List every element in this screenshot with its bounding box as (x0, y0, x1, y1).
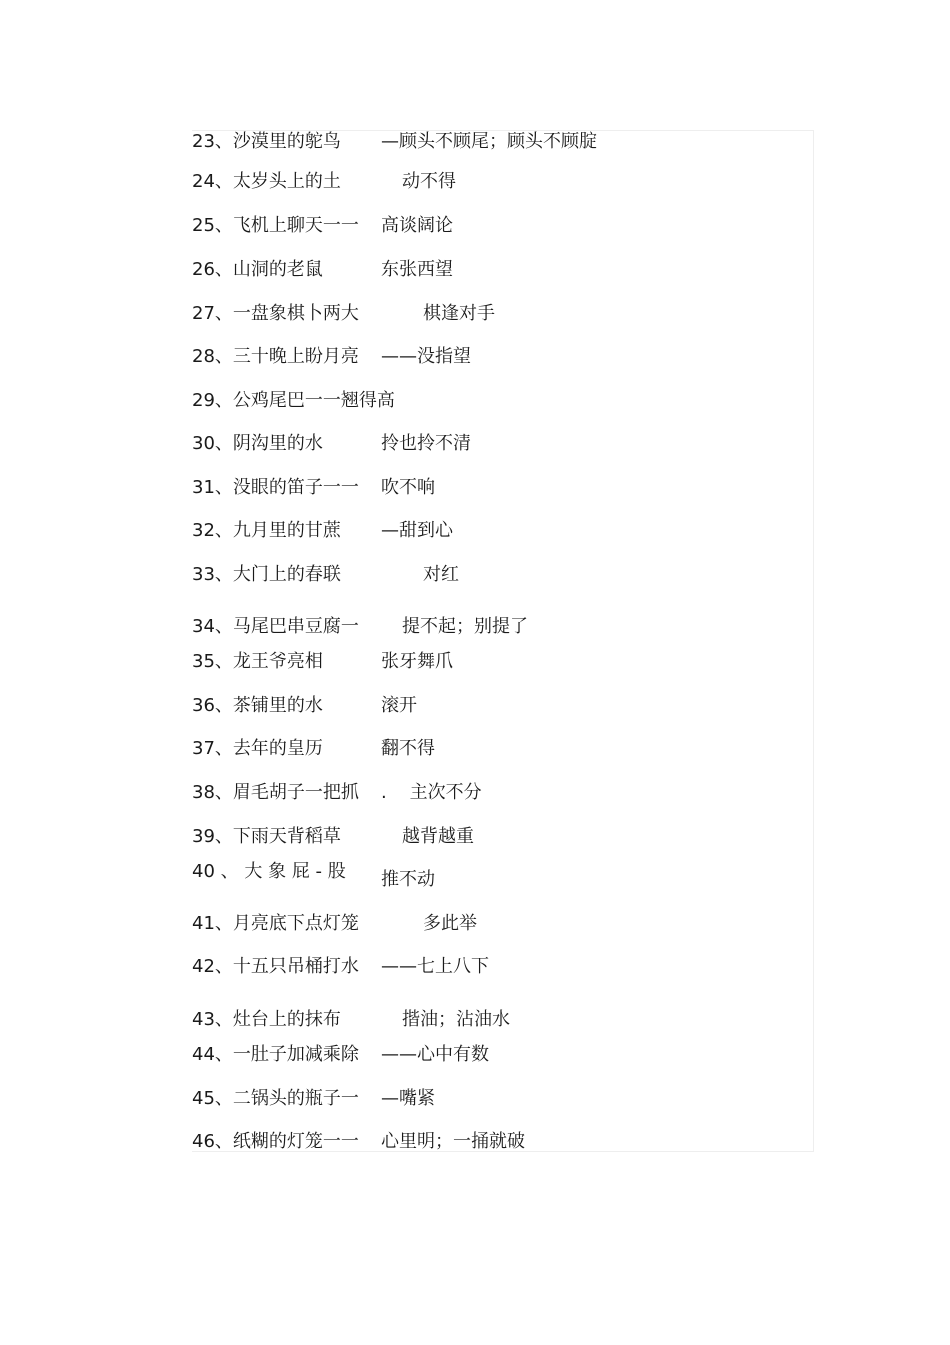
answer-text: —顾头不顾尾；顾头不顾腚 (381, 131, 597, 152)
riddle-text: 36、茶铺里的水 (192, 695, 323, 716)
riddle-text: 29、公鸡尾巴一一翘得高 (192, 390, 395, 411)
list-item (192, 693, 792, 719)
riddle-text: 31、没眼的笛子一一 (192, 477, 359, 498)
riddle-text: 43、灶台上的抹布 (192, 1009, 341, 1030)
riddle-text: 27、一盘象棋卜两大 (192, 303, 359, 324)
list-item (192, 1086, 792, 1112)
list-item (192, 736, 792, 762)
list-item (192, 1007, 792, 1033)
page-frame (192, 130, 814, 1152)
answer-text: 吹不响 (381, 477, 435, 498)
riddle-text: 26、山洞的老鼠 (192, 259, 323, 280)
riddle-text: 46、纸糊的灯笼一一 (192, 1131, 359, 1152)
list-item (192, 649, 792, 675)
riddle-text: 24、太岁头上的土 (192, 171, 341, 192)
riddle-text: 39、下雨天背稻草 (192, 826, 341, 847)
list-item (192, 301, 792, 327)
list-item (192, 388, 792, 414)
answer-text: ——七上八下 (381, 956, 489, 977)
answer-text: 滚开 (381, 695, 417, 716)
riddle-text: 41、月亮底下点灯笼 (192, 913, 359, 934)
list-item (192, 911, 792, 937)
answer-text: 越背越重 (402, 826, 474, 847)
riddle-text: 30、阴沟里的水 (192, 433, 323, 454)
riddle-text: 25、飞机上聊天一一 (192, 215, 359, 236)
riddle-text: 40 、 大 象 屁 - 股 (192, 861, 346, 882)
answer-text: 高谈阔论 (381, 215, 453, 236)
answer-text: 张牙舞爪 (381, 651, 453, 672)
answer-text: 提不起；别提了 (402, 616, 528, 637)
list-item (192, 257, 792, 283)
riddle-text: 44、一肚子加减乘除 (192, 1044, 359, 1065)
list-item (192, 344, 792, 370)
riddle-text: 42、十五只吊桶打水 (192, 956, 359, 977)
riddle-text: 34、马尾巴串豆腐一 (192, 616, 359, 637)
list-item (192, 431, 792, 457)
answer-text: ——没指望 (381, 346, 471, 367)
answer-text: 棋逢对手 (423, 303, 495, 324)
answer-text: 东张西望 (381, 259, 453, 280)
list-item (192, 824, 792, 850)
answer-text: 动不得 (402, 171, 456, 192)
riddle-text: 37、去年的皇历 (192, 738, 323, 759)
list-item (192, 954, 792, 980)
riddle-text: 45、二锅头的瓶子一 (192, 1088, 359, 1109)
list-item (192, 859, 792, 890)
answer-text: —甜到心 (381, 520, 453, 541)
answer-text: 心里明；一捅就破 (381, 1131, 525, 1152)
riddle-text: 35、龙王爷亮相 (192, 651, 323, 672)
riddle-text: 33、大门上的春联 (192, 564, 341, 585)
answer-text: 拎也拎不清 (381, 433, 471, 454)
riddle-text: 38、眉毛胡子一把抓 (192, 782, 359, 803)
answer-text: 对红 (423, 564, 459, 585)
answer-text: 翻不得 (381, 738, 435, 759)
answer-text: . 主次不分 (381, 782, 482, 803)
riddle-text: 23、沙漠里的鸵鸟 (192, 131, 341, 152)
list-item (192, 1042, 792, 1068)
list-item (192, 780, 792, 806)
list-item (192, 129, 792, 155)
list-item (192, 562, 792, 588)
answer-text: 推不动 (381, 869, 435, 890)
riddle-text: 32、九月里的甘蔗 (192, 520, 341, 541)
list-item (192, 614, 792, 640)
list-item (192, 518, 792, 544)
answer-text: —嘴紧 (381, 1088, 435, 1109)
answer-text: 揩油；沾油水 (402, 1009, 510, 1030)
answer-text: 多此举 (423, 913, 477, 934)
list-item (192, 1129, 792, 1155)
answer-text: ——心中有数 (381, 1044, 489, 1065)
list-item (192, 475, 792, 501)
riddle-text: 28、三十晚上盼月亮 (192, 346, 359, 367)
list-item (192, 169, 792, 195)
list-item (192, 213, 792, 239)
